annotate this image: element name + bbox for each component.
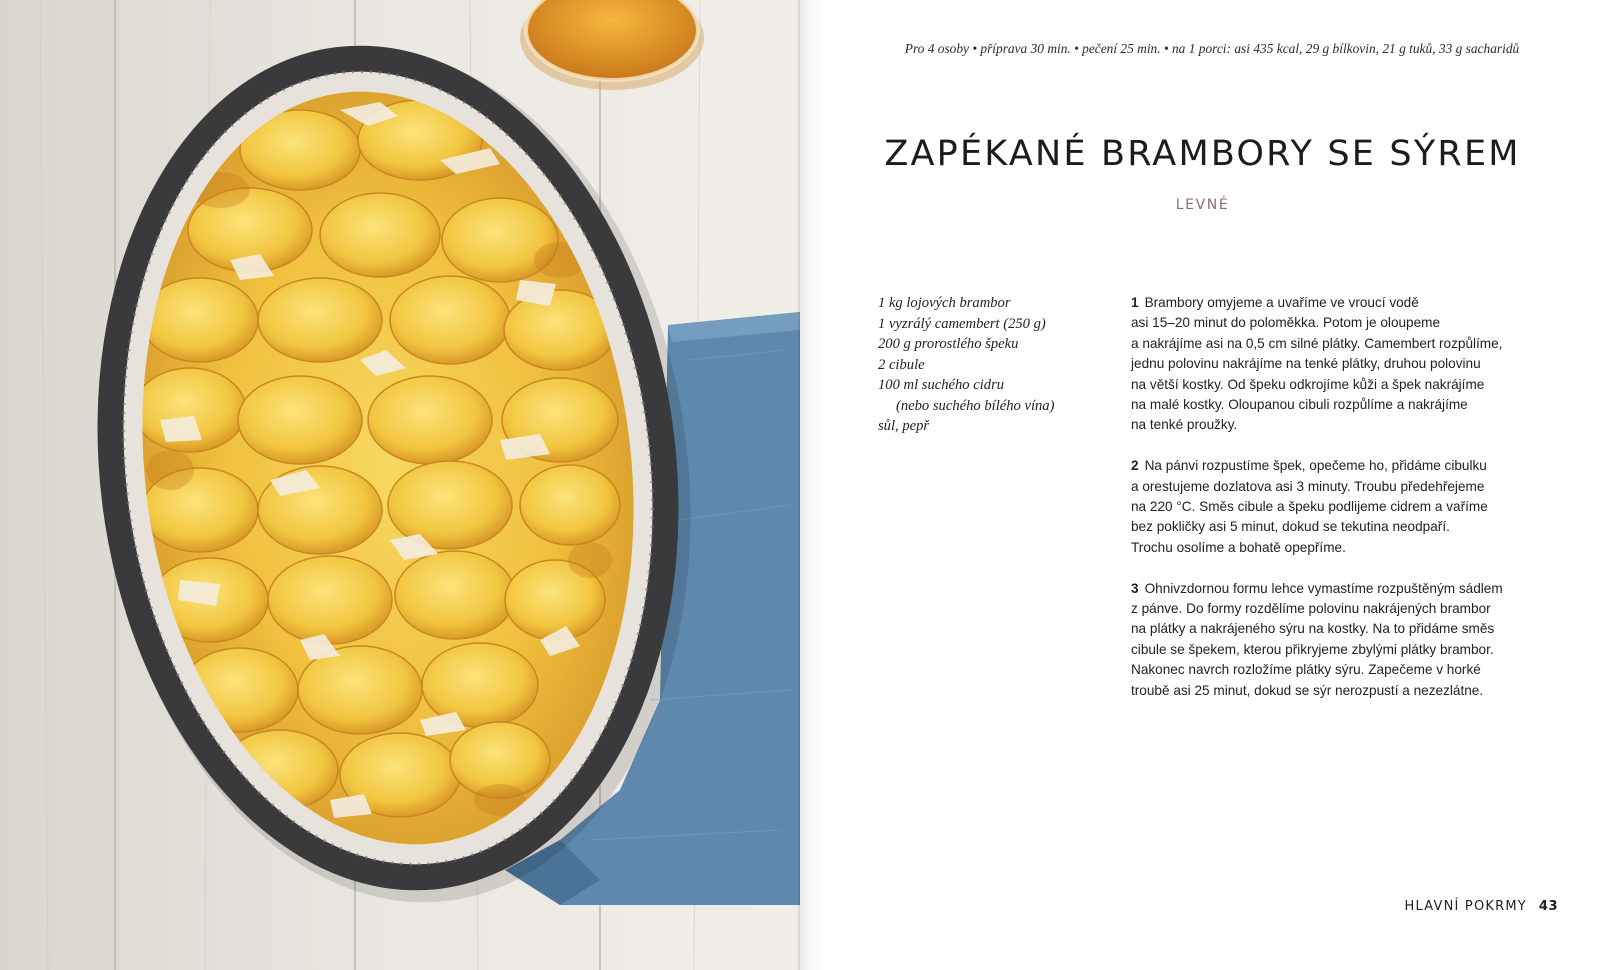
page-footer (1405, 899, 1558, 914)
ingredient-item: 100 ml suchého cidru (878, 377, 1005, 393)
recipe-tag: LEVNÉ (1175, 197, 1230, 213)
step-text-line: na malé kostky. Oloupanou cibuli rozpůlíme a nakrájíme (1131, 397, 1468, 413)
step-text-line: a nakrájíme asi na 0,5 cm silné plátky. Camembert rozpůlíme, (1131, 335, 1503, 351)
step-text-line: Nakonec navrch rozložíme plátky sýru. Zapečeme v horké (1131, 662, 1481, 678)
step-2 (1131, 456, 1551, 558)
step-text-line: Brambory omyjeme a uvaříme ve vroucí vodě (1144, 295, 1419, 310)
ingredient-item: 200 g prorostlého špeku (878, 336, 1019, 352)
ingredient-item: 1 kg lojových brambor (878, 295, 1011, 311)
ingredient-list (878, 293, 1118, 437)
step-number: 3 (1131, 580, 1139, 596)
section-name: HLAVNÍ POKRMY (1404, 899, 1527, 914)
recipe-page (800, 0, 1600, 970)
step-text-line: bez pokličky asi 5 minut, dokud se tekutina neodpaří. (1131, 519, 1450, 535)
step-text-line: Na pánvi rozpustíme špek, opečeme ho, přidáme cibulku (1144, 458, 1487, 474)
ingredient-item: sůl, pepř (878, 418, 930, 434)
method-steps (1131, 293, 1551, 721)
recipe-title: ZAPÉKANÉ BRAMBORY SE SÝREM (884, 134, 1521, 174)
step-text-line: na větší kostky. Od špeku odkrojíme kůži a špek nakrájíme (1131, 376, 1485, 392)
step-1 (1131, 293, 1551, 436)
step-text-line: Trochu osolíme a bohatě opepříme. (1131, 539, 1346, 555)
step-text-line: na 220 °C. Směs cibule a špeku podlijeme cidrem a vaříme (1131, 499, 1488, 515)
step-number: 1 (1131, 295, 1139, 310)
recipe-meta: Pro 4 osoby • příprava 30 min. • pečení 25 min. • na 1 porci: asi 435 kcal, 29 g bílkovin, 21 g tuků, 33 g sacharidů (904, 41, 1520, 56)
step-text-line: na plátky a nakrájeného sýru na kostky. Na to přidáme směs (1131, 621, 1495, 637)
step-text-line: a orestujeme dozlatova asi 3 minuty. Troubu předehřejeme (1131, 478, 1485, 494)
step-text-line: z pánve. Do formy rozdělíme polovinu nakrájených brambor (1131, 601, 1491, 617)
step-text-line: troubě asi 25 minut, dokud se sýr nerozpustí a nezezlátne. (1131, 682, 1484, 698)
step-text-line: cibule se špekem, kterou přikryjeme zbylými plátky brambor. (1131, 641, 1494, 657)
step-text-line: jednu polovinu nakrájíme na tenké plátky, druhou polovinu (1131, 356, 1481, 372)
ingredient-item: 1 vyzrálý camembert (250 g) (878, 315, 1046, 332)
step-text-line: Ohnivzdornou formu lehce vymastíme rozpuštěným sádlem (1144, 580, 1503, 596)
page-number: 43 (1538, 899, 1558, 914)
step-text-line: na tenké proužky. (1131, 417, 1238, 433)
step-3 (1131, 579, 1551, 701)
step-number: 2 (1131, 458, 1139, 474)
step-text-line: asi 15–20 minut do poloměkka. Potom je oloupeme (1131, 315, 1441, 331)
ingredient-item-note: (nebo suchého bílého vína) (896, 397, 1055, 414)
ingredient-item: 2 cibule (878, 356, 925, 373)
